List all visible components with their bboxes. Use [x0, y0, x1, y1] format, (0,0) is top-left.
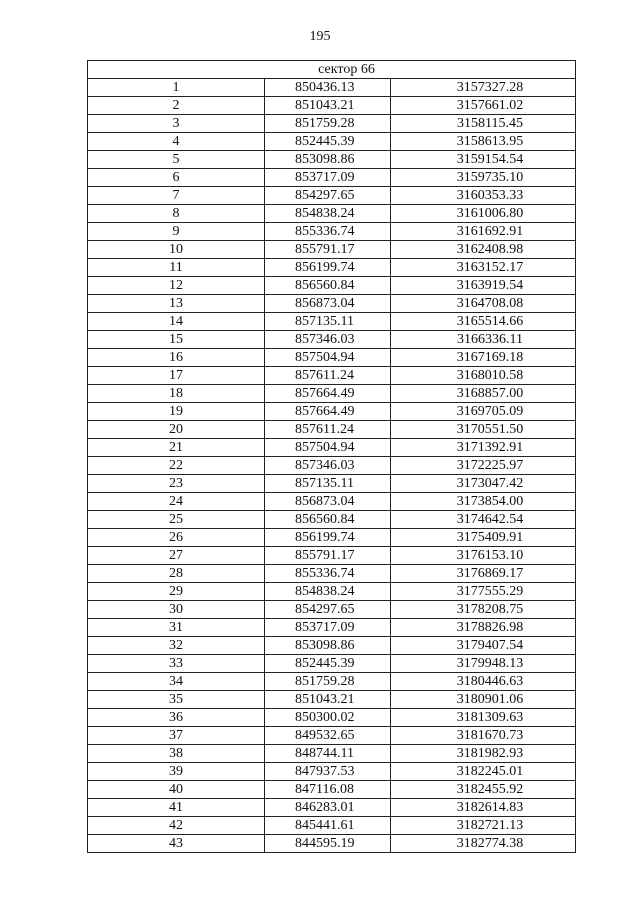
- point-number-cell: 24: [88, 493, 265, 511]
- table-row: [88, 205, 576, 223]
- table-row: [88, 835, 576, 853]
- x-coordinate-cell: 857611.24: [265, 421, 391, 439]
- table-row: [88, 727, 576, 745]
- point-number-cell: 13: [88, 295, 265, 313]
- y-coordinate-cell: 3177555.29: [391, 583, 576, 601]
- point-number-cell: 43: [88, 835, 265, 853]
- point-number-cell: 33: [88, 655, 265, 673]
- y-coordinate-cell: 3160353.33: [391, 187, 576, 205]
- sector-header-row: [88, 61, 576, 79]
- y-coordinate-cell: 3180901.06: [391, 691, 576, 709]
- point-number-cell: 20: [88, 421, 265, 439]
- point-number-cell: 22: [88, 457, 265, 475]
- point-number-cell: 5: [88, 151, 265, 169]
- x-coordinate-cell: 857135.11: [265, 475, 391, 493]
- table-row: [88, 403, 576, 421]
- table-row: [88, 709, 576, 727]
- point-number-cell: 25: [88, 511, 265, 529]
- point-number-cell: 8: [88, 205, 265, 223]
- x-coordinate-cell: 856199.74: [265, 259, 391, 277]
- y-coordinate-cell: 3167169.18: [391, 349, 576, 367]
- x-coordinate-cell: 850436.13: [265, 79, 391, 97]
- x-coordinate-cell: 854297.65: [265, 187, 391, 205]
- table-row: [88, 223, 576, 241]
- x-coordinate-cell: 844595.19: [265, 835, 391, 853]
- table-row: [88, 817, 576, 835]
- table-row: [88, 439, 576, 457]
- point-number-cell: 30: [88, 601, 265, 619]
- point-number-cell: 15: [88, 331, 265, 349]
- table-row: [88, 493, 576, 511]
- table-row: [88, 475, 576, 493]
- table-row: [88, 385, 576, 403]
- x-coordinate-cell: 855336.74: [265, 565, 391, 583]
- y-coordinate-cell: 3176153.10: [391, 547, 576, 565]
- y-coordinate-cell: 3158115.45: [391, 115, 576, 133]
- page-number: 195: [309, 29, 331, 44]
- table-row: [88, 115, 576, 133]
- table-row: [88, 637, 576, 655]
- point-number-cell: 11: [88, 259, 265, 277]
- point-number-cell: 42: [88, 817, 265, 835]
- x-coordinate-cell: 855791.17: [265, 547, 391, 565]
- sector-title: сектор 66: [88, 61, 576, 79]
- y-coordinate-cell: 3181670.73: [391, 727, 576, 745]
- y-coordinate-cell: 3181982.93: [391, 745, 576, 763]
- point-number-cell: 12: [88, 277, 265, 295]
- x-coordinate-cell: 856560.84: [265, 511, 391, 529]
- y-coordinate-cell: 3163919.54: [391, 277, 576, 295]
- point-number-cell: 9: [88, 223, 265, 241]
- table-row: [88, 277, 576, 295]
- x-coordinate-cell: 849532.65: [265, 727, 391, 745]
- y-coordinate-cell: 3166336.11: [391, 331, 576, 349]
- table-row: [88, 295, 576, 313]
- point-number-cell: 28: [88, 565, 265, 583]
- x-coordinate-cell: 850300.02: [265, 709, 391, 727]
- y-coordinate-cell: 3179407.54: [391, 637, 576, 655]
- table-row: [88, 583, 576, 601]
- table-row: [88, 511, 576, 529]
- x-coordinate-cell: 852445.39: [265, 133, 391, 151]
- x-coordinate-cell: 857664.49: [265, 403, 391, 421]
- x-coordinate-cell: 848744.11: [265, 745, 391, 763]
- table-row: [88, 331, 576, 349]
- y-coordinate-cell: 3182245.01: [391, 763, 576, 781]
- x-coordinate-cell: 854838.24: [265, 205, 391, 223]
- x-coordinate-cell: 845441.61: [265, 817, 391, 835]
- table-row: [88, 241, 576, 259]
- table-row: [88, 457, 576, 475]
- x-coordinate-cell: 857611.24: [265, 367, 391, 385]
- y-coordinate-cell: 3178826.98: [391, 619, 576, 637]
- point-number-cell: 38: [88, 745, 265, 763]
- table-row: [88, 781, 576, 799]
- y-coordinate-cell: 3163152.17: [391, 259, 576, 277]
- table-row: [88, 151, 576, 169]
- y-coordinate-cell: 3178208.75: [391, 601, 576, 619]
- table-row: [88, 313, 576, 331]
- y-coordinate-cell: 3172225.97: [391, 457, 576, 475]
- table-row: [88, 763, 576, 781]
- coordinates-table: [87, 60, 576, 853]
- table-row: [88, 349, 576, 367]
- x-coordinate-cell: 853098.86: [265, 151, 391, 169]
- table-row: [88, 547, 576, 565]
- x-coordinate-cell: 857504.94: [265, 349, 391, 367]
- y-coordinate-cell: 3176869.17: [391, 565, 576, 583]
- x-coordinate-cell: 854297.65: [265, 601, 391, 619]
- x-coordinate-cell: 852445.39: [265, 655, 391, 673]
- table-row: [88, 799, 576, 817]
- y-coordinate-cell: 3181309.63: [391, 709, 576, 727]
- coordinates-table-body: [88, 61, 576, 853]
- x-coordinate-cell: 851759.28: [265, 673, 391, 691]
- point-number-cell: 26: [88, 529, 265, 547]
- x-coordinate-cell: 856873.04: [265, 493, 391, 511]
- x-coordinate-cell: 847937.53: [265, 763, 391, 781]
- point-number-cell: 4: [88, 133, 265, 151]
- y-coordinate-cell: 3157661.02: [391, 97, 576, 115]
- y-coordinate-cell: 3173047.42: [391, 475, 576, 493]
- y-coordinate-cell: 3157327.28: [391, 79, 576, 97]
- x-coordinate-cell: 853717.09: [265, 619, 391, 637]
- table-row: [88, 565, 576, 583]
- point-number-cell: 6: [88, 169, 265, 187]
- point-number-cell: 14: [88, 313, 265, 331]
- table-row: [88, 187, 576, 205]
- x-coordinate-cell: 851759.28: [265, 115, 391, 133]
- x-coordinate-cell: 855791.17: [265, 241, 391, 259]
- x-coordinate-cell: 857135.11: [265, 313, 391, 331]
- y-coordinate-cell: 3182774.38: [391, 835, 576, 853]
- x-coordinate-cell: 847116.08: [265, 781, 391, 799]
- point-number-cell: 40: [88, 781, 265, 799]
- point-number-cell: 36: [88, 709, 265, 727]
- point-number-cell: 37: [88, 727, 265, 745]
- point-number-cell: 17: [88, 367, 265, 385]
- y-coordinate-cell: 3180446.63: [391, 673, 576, 691]
- y-coordinate-cell: 3182614.83: [391, 799, 576, 817]
- point-number-cell: 27: [88, 547, 265, 565]
- y-coordinate-cell: 3158613.95: [391, 133, 576, 151]
- y-coordinate-cell: 3159154.54: [391, 151, 576, 169]
- table-row: [88, 601, 576, 619]
- point-number-cell: 10: [88, 241, 265, 259]
- point-number-cell: 1: [88, 79, 265, 97]
- y-coordinate-cell: 3159735.10: [391, 169, 576, 187]
- y-coordinate-cell: 3182721.13: [391, 817, 576, 835]
- point-number-cell: 7: [88, 187, 265, 205]
- point-number-cell: 29: [88, 583, 265, 601]
- y-coordinate-cell: 3175409.91: [391, 529, 576, 547]
- point-number-cell: 19: [88, 403, 265, 421]
- table-row: [88, 421, 576, 439]
- y-coordinate-cell: 3165514.66: [391, 313, 576, 331]
- y-coordinate-cell: 3171392.91: [391, 439, 576, 457]
- table-row: [88, 655, 576, 673]
- table-row: [88, 97, 576, 115]
- x-coordinate-cell: 855336.74: [265, 223, 391, 241]
- table-row: [88, 691, 576, 709]
- y-coordinate-cell: 3174642.54: [391, 511, 576, 529]
- y-coordinate-cell: 3170551.50: [391, 421, 576, 439]
- point-number-cell: 23: [88, 475, 265, 493]
- y-coordinate-cell: 3162408.98: [391, 241, 576, 259]
- table-row: [88, 619, 576, 637]
- point-number-cell: 3: [88, 115, 265, 133]
- table-row: [88, 133, 576, 151]
- x-coordinate-cell: 856199.74: [265, 529, 391, 547]
- point-number-cell: 21: [88, 439, 265, 457]
- x-coordinate-cell: 853098.86: [265, 637, 391, 655]
- y-coordinate-cell: 3164708.08: [391, 295, 576, 313]
- point-number-cell: 16: [88, 349, 265, 367]
- table-row: [88, 169, 576, 187]
- point-number-cell: 31: [88, 619, 265, 637]
- y-coordinate-cell: 3168857.00: [391, 385, 576, 403]
- x-coordinate-cell: 851043.21: [265, 97, 391, 115]
- table-row: [88, 259, 576, 277]
- y-coordinate-cell: 3169705.09: [391, 403, 576, 421]
- table-row: [88, 673, 576, 691]
- table-row: [88, 529, 576, 547]
- x-coordinate-cell: 857504.94: [265, 439, 391, 457]
- x-coordinate-cell: 857346.03: [265, 457, 391, 475]
- table-row: [88, 79, 576, 97]
- table-row: [88, 745, 576, 763]
- point-number-cell: 18: [88, 385, 265, 403]
- y-coordinate-cell: 3173854.00: [391, 493, 576, 511]
- y-coordinate-cell: 3161692.91: [391, 223, 576, 241]
- y-coordinate-cell: 3161006.80: [391, 205, 576, 223]
- point-number-cell: 34: [88, 673, 265, 691]
- x-coordinate-cell: 851043.21: [265, 691, 391, 709]
- x-coordinate-cell: 857346.03: [265, 331, 391, 349]
- x-coordinate-cell: 856873.04: [265, 295, 391, 313]
- table-row: [88, 367, 576, 385]
- x-coordinate-cell: 853717.09: [265, 169, 391, 187]
- point-number-cell: 35: [88, 691, 265, 709]
- x-coordinate-cell: 846283.01: [265, 799, 391, 817]
- y-coordinate-cell: 3168010.58: [391, 367, 576, 385]
- x-coordinate-cell: 857664.49: [265, 385, 391, 403]
- point-number-cell: 32: [88, 637, 265, 655]
- point-number-cell: 2: [88, 97, 265, 115]
- y-coordinate-cell: 3182455.92: [391, 781, 576, 799]
- point-number-cell: 41: [88, 799, 265, 817]
- x-coordinate-cell: 856560.84: [265, 277, 391, 295]
- point-number-cell: 39: [88, 763, 265, 781]
- x-coordinate-cell: 854838.24: [265, 583, 391, 601]
- y-coordinate-cell: 3179948.13: [391, 655, 576, 673]
